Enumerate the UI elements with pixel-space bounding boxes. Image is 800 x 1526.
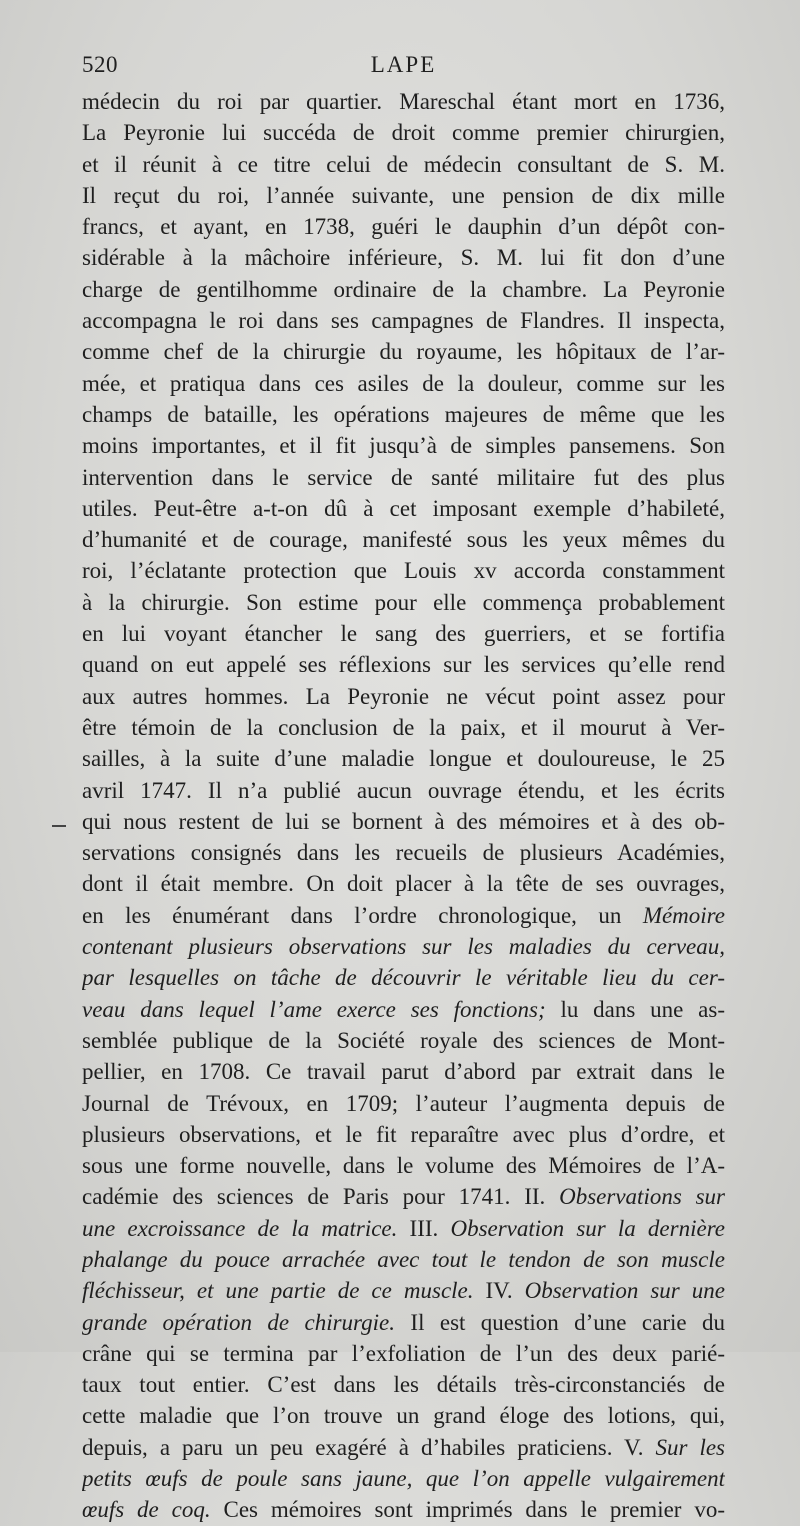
text-segment: sidérable à la mâchoire inférieure, S. M. lui fit don d’une (82, 245, 725, 271)
text-line (82, 1088, 725, 1119)
italic-text: contenant plusieurs observations sur les maladies du cerveau, (82, 934, 725, 960)
text-line (82, 368, 725, 399)
italic-text: Mémoire (642, 902, 725, 928)
text-segment: à la chirurgie. Son estime pour elle commença probablement (82, 589, 725, 615)
text-line (82, 1119, 725, 1150)
text-segment: quand on eut appelé ses réflexions sur les services qu’elle rend (82, 652, 725, 678)
text-line (82, 1025, 725, 1056)
text-segment: charge de gentilhomme ordinaire de la chambre. La Peyronie (82, 276, 725, 302)
text-line (82, 868, 725, 899)
text-line (82, 149, 725, 180)
text-segment: Il reçut du roi, l’année suivante, une pension de dix mille (82, 182, 725, 208)
text-segment: taux tout entier. C’est dans les détails très-circonstanciés de (82, 1372, 725, 1398)
text-line (82, 1432, 725, 1463)
text-segment: intervention dans le service de santé militaire fut des plus (82, 464, 725, 490)
text-line (82, 1369, 725, 1400)
text-line (82, 180, 725, 211)
text-line (82, 837, 725, 868)
page-number: 520 (82, 52, 118, 77)
text-line (82, 336, 725, 367)
text-segment: roi, l’éclatante protection que Louis xv accorda constamment (82, 558, 725, 584)
text-line (82, 1307, 725, 1338)
text-segment: depuis, a paru un peu exagéré à d’habiles praticiens. V. (82, 1434, 656, 1460)
text-line (82, 931, 725, 962)
text-line (82, 1275, 725, 1306)
text-segment: qui nous restent de lui se bornent à des mémoires et à des ob- (82, 808, 725, 834)
text-segment: sailles, à la suite d’une maladie longue et douloureuse, le 25 (82, 746, 725, 772)
text-line (82, 1338, 725, 1369)
text-line (82, 117, 725, 148)
text-segment: utiles. Peut-être a-t-on dû à cet imposant exemple d’habileté, (82, 495, 725, 521)
text-line (82, 806, 725, 837)
margin-mark (52, 825, 66, 827)
text-line (82, 618, 725, 649)
text-line (82, 274, 725, 305)
text-segment: plusieurs observations, et le fit reparaître avec plus d’ordre, et (82, 1121, 725, 1147)
text-segment: III. (397, 1215, 451, 1241)
text-line (82, 86, 725, 117)
text-segment: crâne qui se termina par l’exfoliation de l’un des deux parié- (82, 1340, 725, 1366)
text-segment: champs de bataille, les opérations majeures de même que les (82, 401, 725, 427)
text-line (82, 1056, 725, 1087)
text-line (82, 775, 725, 806)
text-line (82, 493, 725, 524)
text-segment: et il réunit à ce titre celui de médecin consultant de S. M. (82, 151, 725, 177)
text-line (82, 900, 725, 931)
italic-text: grande opération de chirurgie. (82, 1309, 396, 1335)
text-segment: sous une forme nouvelle, dans le volume des Mémoires de l’A- (82, 1153, 725, 1179)
text-line (82, 712, 725, 743)
text-line (82, 743, 725, 774)
text-line (82, 462, 725, 493)
text-segment: lu dans une as- (545, 996, 725, 1022)
text-segment: accompagna le roi dans ses campagnes de Flandres. Il inspecta, (82, 308, 725, 334)
text-segment: médecin du roi par quartier. Mareschal étant mort en 1736, (82, 89, 725, 114)
text-line (82, 430, 725, 461)
text-segment: Journal de Trévoux, en 1709; l’auteur l’augmenta depuis de (82, 1090, 725, 1116)
running-head: LAPE (370, 52, 437, 77)
text-segment: Il est question d’une carie du (395, 1309, 725, 1335)
text-line (82, 305, 725, 336)
text-segment: dont il était membre. On doit placer à la tête de ses ouvrages, (82, 871, 725, 897)
text-segment: aux autres hommes. La Peyronie ne vécut point assez pour (82, 683, 725, 709)
italic-text: œufs de coq. (82, 1497, 211, 1523)
text-segment: avril 1747. Il n’a publié aucun ouvrage étendu, et les écrits (82, 777, 725, 803)
text-line (82, 1181, 725, 1212)
text-segment: La Peyronie lui succéda de droit comme premier chirurgien, (82, 120, 725, 146)
italic-text: fléchisseur, et une partie de ce muscle. (82, 1278, 474, 1304)
italic-text: une excroissance de la matrice. (82, 1215, 398, 1241)
text-segment: d’humanité et de courage, manifesté sous les yeux mêmes du (82, 527, 725, 553)
text-segment: semblée publique de la Société royale des sciences de Mont- (82, 1027, 725, 1053)
page-header (82, 52, 725, 86)
text-segment: pellier, en 1708. Ce travail parut d’abord par extrait dans le (82, 1059, 725, 1085)
text-line (82, 399, 725, 430)
text-line (82, 242, 725, 273)
text-line (82, 1213, 725, 1244)
body-text (82, 86, 725, 1526)
italic-text: phalange du pouce arrachée avec tout le tendon de son muscle (82, 1246, 725, 1272)
text-line (82, 994, 725, 1025)
text-segment: cadémie des sciences de Paris pour 1741. II. (82, 1184, 560, 1210)
text-line (82, 524, 725, 555)
text-segment: comme chef de la chirurgie du royaume, les hôpitaux de l’ar- (82, 339, 725, 365)
text-line (82, 1244, 725, 1275)
text-line (82, 555, 725, 586)
text-segment: Ces mémoires sont imprimés dans le premier vo- (210, 1497, 725, 1523)
text-line (82, 1494, 725, 1525)
text-line (82, 1400, 725, 1431)
italic-text: veau dans lequel l’ame exerce ses fonctions; (82, 996, 546, 1022)
italic-text: par lesquelles on tâche de découvrir le véritable lieu du cer- (82, 965, 725, 991)
text-segment: francs, et ayant, en 1738, guéri le dauphin d’un dépôt con- (82, 214, 725, 240)
italic-text: Observation sur la dernière (450, 1215, 725, 1241)
text-line (82, 1463, 725, 1494)
text-segment: servations consignés dans les recueils de plusieurs Académies, (82, 840, 725, 866)
text-segment: IV. (473, 1278, 525, 1304)
text-line (82, 681, 725, 712)
text-segment: être témoin de la conclusion de la paix, et il mourut à Ver- (82, 714, 725, 740)
book-page (82, 52, 725, 1526)
text-segment: cette maladie que l’on trouve un grand éloge des lotions, qui, (82, 1403, 725, 1429)
text-segment: moins importantes, et il fit jusqu’à de simples pansemens. Son (82, 433, 725, 459)
text-segment: en les énumérant dans l’ordre chronologique, un (82, 902, 643, 928)
italic-text: petits œufs de poule sans jaune, que l’on appelle vulgairement (82, 1466, 725, 1492)
text-line (82, 1150, 725, 1181)
text-line (82, 962, 725, 993)
italic-text: Sur les (655, 1434, 725, 1460)
text-line (82, 587, 725, 618)
text-segment: en lui voyant étancher le sang des guerriers, et se fortifia (82, 621, 725, 647)
text-segment: mée, et pratiqua dans ces asiles de la douleur, comme sur les (82, 370, 725, 396)
italic-text: Observation sur une (524, 1278, 725, 1304)
text-line (82, 649, 725, 680)
italic-text: Observations sur (559, 1184, 725, 1210)
text-line (82, 211, 725, 242)
